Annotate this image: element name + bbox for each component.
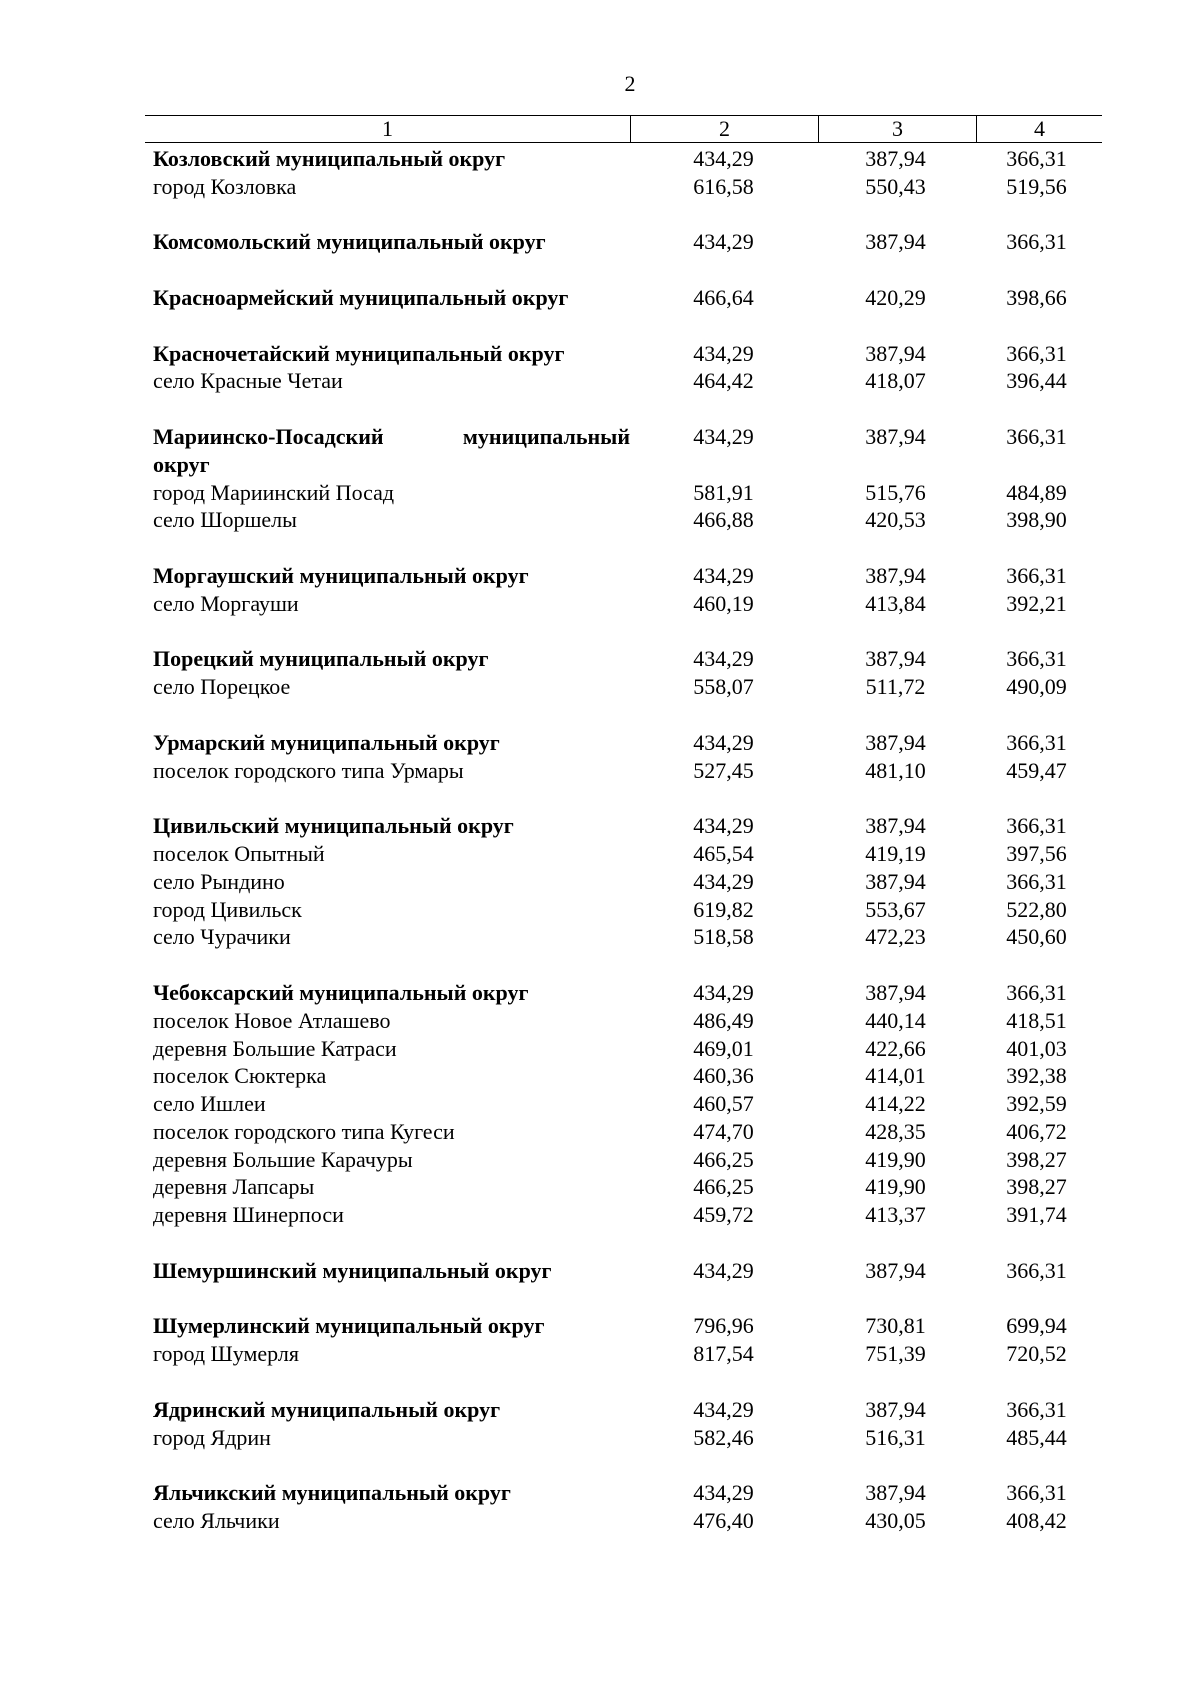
row-value-col-3: 440,14	[865, 1007, 926, 1033]
row-name: Ядринский муниципальный округ	[153, 1396, 501, 1422]
table-body	[145, 145, 1101, 1535]
settlement-row	[145, 868, 1101, 896]
row-name: поселок Новое Атлашево	[153, 1007, 391, 1033]
spacer-row	[145, 395, 1101, 423]
row-value-col-3: 387,94	[865, 423, 926, 449]
page-number: 2	[624, 71, 636, 96]
row-value-col-3	[817, 451, 974, 479]
settlement-row	[145, 590, 1101, 618]
row-value-col-4: 484,89	[1006, 479, 1067, 505]
row-value-col-4: 397,56	[1006, 840, 1067, 866]
settlement-row	[145, 1118, 1101, 1146]
row-value-col-4: 392,21	[1006, 590, 1067, 616]
row-value-col-2: 466,88	[693, 507, 754, 533]
row-value-col-4: 366,31	[1006, 979, 1067, 1005]
row-value-col-2: 434,29	[693, 868, 754, 894]
spacer-row	[145, 784, 1101, 812]
row-name: деревня Большие Катраси	[153, 1035, 397, 1061]
row-name: Красночетайский муниципальный округ	[153, 340, 565, 366]
district-row	[145, 228, 1101, 256]
district-row	[145, 1479, 1101, 1507]
settlement-row	[145, 1035, 1101, 1063]
row-value-col-2: 434,29	[693, 1396, 754, 1422]
settlement-row	[145, 367, 1101, 395]
spacer-row	[145, 701, 1101, 729]
spacer-row	[145, 256, 1101, 284]
row-value-col-4: 699,94	[1006, 1313, 1067, 1339]
row-value-col-3: 515,76	[865, 479, 926, 505]
row-name: город Ядрин	[153, 1424, 271, 1450]
row-name: Урмарский муниципальный округ	[153, 729, 500, 755]
row-value-col-3: 751,39	[865, 1341, 926, 1367]
row-value-col-2: 558,07	[693, 674, 754, 700]
row-value-col-2: 434,29	[693, 729, 754, 755]
district-row	[145, 1257, 1101, 1285]
row-value-col-4: 398,27	[1006, 1174, 1067, 1200]
row-value-col-3: 420,29	[865, 284, 926, 310]
settlement-row	[145, 173, 1101, 201]
row-value-col-2: 796,96	[693, 1313, 754, 1339]
district-row	[145, 284, 1101, 312]
row-value-col-2	[630, 451, 817, 479]
row-name: Комсомольский муниципальный округ	[153, 229, 546, 255]
district-row	[145, 340, 1101, 368]
row-value-col-2: 464,42	[693, 368, 754, 394]
row-value-col-3: 430,05	[865, 1508, 926, 1534]
row-value-col-4: 406,72	[1006, 1118, 1067, 1144]
row-name: деревня Большие Карачуры	[153, 1146, 413, 1172]
settlement-row	[145, 479, 1101, 507]
row-value-col-3: 419,19	[865, 840, 926, 866]
row-value-col-4: 720,52	[1006, 1341, 1067, 1367]
row-value-col-2: 466,64	[693, 284, 754, 310]
district-row	[145, 451, 1101, 479]
settlement-row	[145, 1507, 1101, 1535]
row-name: Шемуршинский муниципальный округ	[153, 1257, 552, 1283]
row-value-col-2: 616,58	[693, 173, 754, 199]
row-value-col-2: 434,29	[693, 423, 754, 449]
row-value-col-3: 511,72	[865, 674, 926, 700]
row-value-col-3: 387,94	[865, 729, 926, 755]
row-name: Шумерлинский муниципальный округ	[153, 1313, 545, 1339]
row-value-col-2: 434,29	[693, 646, 754, 672]
row-value-col-3: 414,01	[865, 1063, 926, 1089]
row-name: село Рындино	[153, 868, 285, 894]
row-name: село Порецкое	[153, 674, 291, 700]
settlement-row	[145, 1146, 1101, 1174]
row-value-col-4	[974, 451, 1099, 479]
row-value-col-3: 553,67	[865, 896, 926, 922]
row-value-col-4: 366,31	[1006, 423, 1067, 449]
row-name: Мариинско-Посадский муниципальный	[153, 423, 630, 449]
row-name: поселок городского типа Урмары	[153, 757, 464, 783]
row-value-col-3: 387,94	[865, 340, 926, 366]
row-value-col-2: 582,46	[693, 1424, 754, 1450]
row-value-col-3: 387,94	[865, 646, 926, 672]
row-value-col-2: 460,36	[693, 1063, 754, 1089]
row-value-col-2: 465,54	[693, 840, 754, 866]
district-row	[145, 729, 1101, 757]
row-name: поселок Сюктерка	[153, 1063, 327, 1089]
row-value-col-4: 366,31	[1006, 1396, 1067, 1422]
row-value-col-2: 434,29	[693, 1480, 754, 1506]
row-value-col-3: 472,23	[865, 924, 926, 950]
row-name: село Моргауши	[153, 590, 299, 616]
row-value-col-3: 413,37	[865, 1202, 926, 1228]
row-value-col-2: 518,58	[693, 924, 754, 950]
row-value-col-2: 474,70	[693, 1118, 754, 1144]
row-name: поселок Опытный	[153, 840, 325, 866]
row-value-col-4: 391,74	[1006, 1202, 1067, 1228]
row-value-col-3: 387,94	[865, 562, 926, 588]
row-value-col-3: 418,07	[865, 368, 926, 394]
row-value-col-3: 730,81	[865, 1313, 926, 1339]
row-value-col-2: 469,01	[693, 1035, 754, 1061]
row-value-col-3: 387,94	[865, 1480, 926, 1506]
row-value-col-3: 414,22	[865, 1091, 926, 1117]
spacer-row	[145, 1368, 1101, 1396]
row-value-col-2: 460,19	[693, 590, 754, 616]
spacer-row	[145, 1451, 1101, 1479]
settlement-row	[145, 1062, 1101, 1090]
row-value-col-4: 398,66	[1006, 284, 1067, 310]
row-value-col-3: 387,94	[865, 229, 926, 255]
row-value-col-4: 396,44	[1006, 368, 1067, 394]
row-value-col-3: 419,90	[865, 1174, 926, 1200]
row-value-col-4: 490,09	[1006, 674, 1067, 700]
settlement-row	[145, 923, 1101, 951]
row-value-col-4: 366,31	[1006, 1480, 1067, 1506]
row-value-col-2: 466,25	[693, 1146, 754, 1172]
row-value-col-2: 460,57	[693, 1091, 754, 1117]
row-name: Красноармейский муниципальный округ	[153, 284, 569, 310]
row-name: деревня Шинерпоси	[153, 1202, 344, 1228]
row-value-col-4: 366,31	[1006, 813, 1067, 839]
row-value-col-4: 366,31	[1006, 646, 1067, 672]
row-value-col-2: 581,91	[693, 479, 754, 505]
district-row	[145, 562, 1101, 590]
row-value-col-2: 486,49	[693, 1007, 754, 1033]
row-name: Моргаушский муниципальный округ	[153, 562, 529, 588]
row-value-col-3: 422,66	[865, 1035, 926, 1061]
settlement-row	[145, 757, 1101, 785]
spacer-row	[145, 618, 1101, 646]
spacer-row	[145, 534, 1101, 562]
settlement-row	[145, 1340, 1101, 1368]
row-value-col-4: 401,03	[1006, 1035, 1067, 1061]
row-value-col-4: 392,38	[1006, 1063, 1067, 1089]
row-value-col-4: 408,42	[1006, 1508, 1067, 1534]
row-value-col-2: 434,29	[693, 813, 754, 839]
row-value-col-4: 398,27	[1006, 1146, 1067, 1172]
row-value-col-3: 387,94	[865, 813, 926, 839]
row-value-col-4: 366,31	[1006, 729, 1067, 755]
district-row	[145, 979, 1101, 1007]
row-name: село Чурачики	[153, 924, 291, 950]
settlement-row	[145, 673, 1101, 701]
row-value-col-3: 387,94	[865, 1396, 926, 1422]
row-value-col-3: 419,90	[865, 1146, 926, 1172]
row-value-col-3: 550,43	[865, 173, 926, 199]
district-row	[145, 1396, 1101, 1424]
row-value-col-2: 476,40	[693, 1508, 754, 1534]
row-name: поселок городского типа Кугеси	[153, 1118, 455, 1144]
row-value-col-4: 485,44	[1006, 1424, 1067, 1450]
column-header-4: 4	[977, 116, 1103, 143]
row-value-col-4: 398,90	[1006, 507, 1067, 533]
row-name: село Яльчики	[153, 1508, 280, 1534]
row-value-col-2: 434,29	[693, 979, 754, 1005]
row-name: Цивильский муниципальный округ	[153, 813, 514, 839]
row-value-col-3: 387,94	[865, 868, 926, 894]
row-value-col-4: 418,51	[1006, 1007, 1067, 1033]
row-value-col-2: 434,29	[693, 340, 754, 366]
row-value-col-4: 392,59	[1006, 1091, 1067, 1117]
row-value-col-2: 619,82	[693, 896, 754, 922]
spacer-row	[145, 1229, 1101, 1257]
row-value-col-3: 387,94	[865, 1257, 926, 1283]
row-name: село Красные Четаи	[153, 368, 343, 394]
row-value-col-4: 366,31	[1006, 1257, 1067, 1283]
row-value-col-4: 459,47	[1006, 757, 1067, 783]
row-value-col-3: 413,84	[865, 590, 926, 616]
row-name: Чебоксарский муниципальный округ	[153, 979, 529, 1005]
row-name: Порецкий муниципальный округ	[153, 646, 489, 672]
row-name: Козловский муниципальный округ	[153, 146, 506, 171]
column-header-3: 3	[819, 116, 977, 143]
settlement-row	[145, 1201, 1101, 1229]
row-name: город Шумерля	[153, 1341, 299, 1367]
settlement-row	[145, 1424, 1101, 1452]
district-row	[145, 645, 1101, 673]
settlement-row	[145, 896, 1101, 924]
district-row	[145, 423, 1101, 451]
district-row	[145, 1312, 1101, 1340]
column-header-2: 2	[631, 116, 819, 143]
row-value-col-4: 366,31	[1006, 340, 1067, 366]
district-row	[145, 812, 1101, 840]
row-value-col-3: 387,94	[865, 979, 926, 1005]
row-value-col-4: 366,31	[1006, 229, 1067, 255]
row-value-col-4: 366,31	[1006, 562, 1067, 588]
row-value-col-3: 481,10	[865, 757, 926, 783]
row-name: округ	[153, 451, 210, 477]
settlement-row	[145, 840, 1101, 868]
row-name: село Шоршелы	[153, 507, 297, 533]
row-value-col-4: 450,60	[1006, 924, 1067, 950]
row-value-col-2: 527,45	[693, 757, 754, 783]
row-value-col-2: 434,29	[693, 146, 754, 171]
settlement-row	[145, 1007, 1101, 1035]
row-value-col-3: 387,94	[865, 146, 926, 171]
row-value-col-3: 420,53	[865, 507, 926, 533]
row-name: деревня Лапсары	[153, 1174, 315, 1200]
settlement-row	[145, 506, 1101, 534]
settlement-row	[145, 1173, 1101, 1201]
column-header-row	[145, 116, 1102, 143]
spacer-row	[145, 951, 1101, 979]
row-name: город Козловка	[153, 173, 297, 199]
column-header-table	[145, 115, 1102, 143]
row-value-col-4: 522,80	[1006, 896, 1067, 922]
row-value-col-2: 466,25	[693, 1174, 754, 1200]
column-header-1: 1	[145, 116, 631, 143]
row-value-col-3: 516,31	[865, 1424, 926, 1450]
spacer-row	[145, 1285, 1101, 1313]
row-value-col-4: 366,31	[1006, 146, 1067, 171]
row-name: город Мариинский Посад	[153, 479, 395, 505]
row-value-col-3: 428,35	[865, 1118, 926, 1144]
row-value-col-4: 366,31	[1006, 868, 1067, 894]
settlement-row	[145, 1090, 1101, 1118]
row-value-col-2: 434,29	[693, 229, 754, 255]
spacer-row	[145, 201, 1101, 229]
row-value-col-2: 434,29	[693, 1257, 754, 1283]
row-name: Яльчикский муниципальный округ	[153, 1480, 511, 1506]
row-value-col-2: 434,29	[693, 562, 754, 588]
row-name: село Ишлеи	[153, 1091, 266, 1117]
district-row	[145, 145, 1101, 173]
row-value-col-4: 519,56	[1006, 173, 1067, 199]
row-value-col-2: 459,72	[693, 1202, 754, 1228]
row-value-col-2: 817,54	[693, 1341, 754, 1367]
row-name: город Цивильск	[153, 896, 302, 922]
spacer-row	[145, 312, 1101, 340]
